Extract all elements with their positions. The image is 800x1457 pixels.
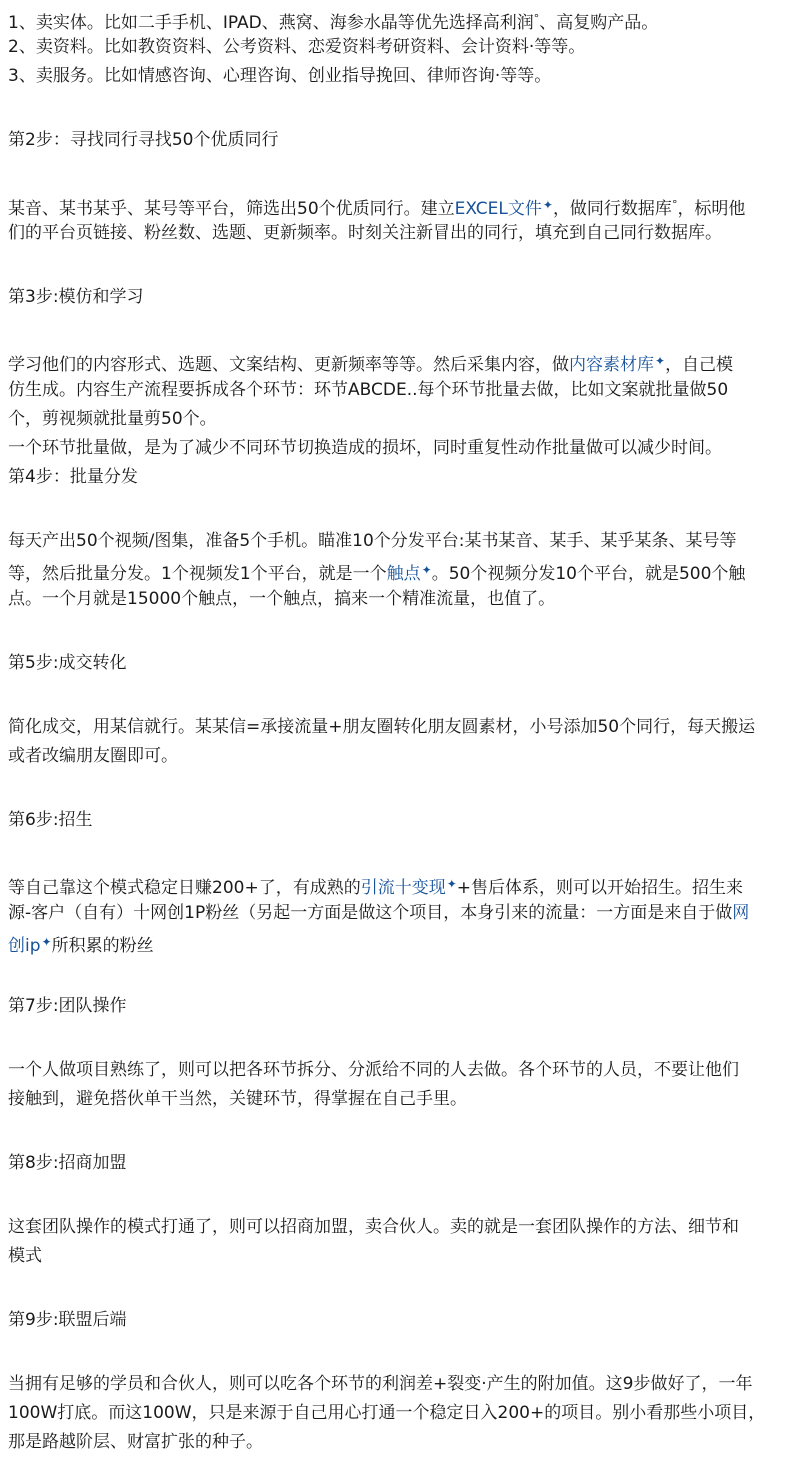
step-6-paragraph-line (8, 899, 786, 928)
step-6-paragraph-line (8, 928, 786, 957)
step-3-heading: 第3步:模仿和学习 (8, 287, 144, 307)
text: 、高复购产品。 (539, 13, 659, 33)
step-8-paragraph-line: 模式 (8, 1246, 42, 1266)
touchpoint-link[interactable]: 触点 (386, 564, 421, 584)
step-5-paragraph-line: 简化成交，用某信就行。某某信=承接流量+朋友圈转化朋友圆素材，小号添加50个同行，每天搬运 (8, 717, 756, 737)
step-7-heading: 第7步:团队操作 (8, 996, 127, 1016)
step-3-paragraph-line (8, 347, 786, 376)
intro-line-3: 3、卖服务。比如情感咨询、心理咨询、创业指导挽回、律师咨询·等等。 (8, 66, 552, 86)
step-3-paragraph-line: 个，剪视频就批量剪50个。 (8, 409, 217, 429)
step-7-paragraph-line: 接触到，避免搭伙单干当然，关键环节，得掌握在自己手里。 (8, 1089, 467, 1109)
step-8-paragraph-line: 这套团队操作的模式打通了，则可以招商加盟，卖合伙人。卖的就是一套团队操作的方法、细节和 (8, 1217, 739, 1237)
step-4-paragraph-line (8, 556, 786, 585)
sparkle-icon: ✦ (542, 198, 553, 212)
text: ，标明他 (677, 199, 746, 219)
step-4-paragraph-line: 点。一个月就是15000个触点，一个触点，搞来一个精准流量，也值了。 (8, 589, 556, 609)
step-7-paragraph-line: 一个人做项目熟练了，则可以把各环节拆分、分派给不同的人去做。各个环节的人员，不要让他们 (8, 1060, 739, 1080)
step-3-paragraph-line: 仿生成。内容生产流程要拆成各个环节：环节ABCDE..每个环节批量去做，比如文案就批量做50 (8, 380, 729, 400)
content-material-library-link[interactable]: 内容素材库 (569, 355, 654, 375)
text: 。50个视频分发10个平台，就是500个触 (431, 564, 746, 584)
text: 学习他们的内容形式、选题、文案结构、更新频率等等。然后采集内容，做 (8, 355, 569, 375)
step-8-heading: 第8步:招商加盟 (8, 1153, 127, 1173)
text: ，做同行数据库 (552, 199, 672, 219)
online-startup-ip-link[interactable]: 网 (732, 903, 750, 923)
text: 等自己靠这个模式稳定日赚200+了，有成熟的 (8, 878, 361, 898)
excel-file-link[interactable]: EXCEL文件 (454, 199, 542, 219)
intro-line-2: 2、卖资料。比如教资资料、公考资料、恋爱资料考研资料、会计资料·等等。 (8, 37, 586, 57)
step-2-paragraph-line: 们的平台页链接、粉丝数、选题、更新频率。时刻关注新冒出的同行，填充到自己同行数据库。 (8, 223, 722, 243)
step-9-paragraph-line: 当拥有足够的学员和合伙人，则可以吃各个环节的利润差+裂变·产生的附加值。这9步做好了，一年 (8, 1374, 753, 1394)
text: 某音、某书某乎、某号等平台，筛选出50个优质同行。建立 (8, 199, 455, 219)
text: 源-客户（自有）十网创1P粉丝（另起一方面是做这个项目，本身引来的流量：一方面是来自于做 (8, 903, 733, 923)
step-9-paragraph-line: 那是路越阶层、财富扩张的种子。 (8, 1432, 263, 1452)
sparkle-icon: ✦ (655, 354, 666, 368)
step-2-heading: 第2步：寻找同行寻找50个优质同行 (8, 130, 279, 150)
step-6-paragraph-line (8, 870, 786, 899)
step-2-paragraph-line (8, 190, 786, 219)
degree-mark: ° (533, 12, 540, 25)
step-6-heading: 第6步:招生 (8, 810, 93, 830)
sparkle-icon: ✦ (446, 877, 457, 891)
step-3-paragraph-line: 一个环节批量做，是为了减少不同环节切换造成的损坏，同时重复性动作批量做可以减少时间。 (8, 438, 722, 458)
step-9-heading: 第9步:联盟后端 (8, 1310, 127, 1330)
text: +售后体系，则可以开始招生。招生来 (456, 878, 744, 898)
text: 1、卖实体。比如二手手机、IPAD、燕窝、海参水晶等优先选择高利润 (8, 13, 534, 33)
step-5-paragraph-line: 或者改编朋友圈即可。 (8, 746, 178, 766)
text: 等，然后批量分发。1个视频发1个平台，就是一个 (8, 564, 387, 584)
traffic-monetization-link[interactable]: 引流十变现 (360, 878, 446, 898)
step-5-heading: 第5步:成交转化 (8, 653, 127, 673)
text: ，自己模 (665, 355, 734, 375)
step-4-heading: 第4步：批量分发 (8, 467, 138, 487)
intro-line-1 (8, 4, 786, 33)
sparkle-icon: ✦ (41, 935, 52, 949)
step-4-paragraph-line: 每天产出50个视频/图集，准备5个手机。瞄准10个分发平台:某书某音、某手、某乎某条、某号等 (8, 531, 737, 551)
sparkle-icon: ✦ (421, 563, 432, 577)
step-9-paragraph-line: 100W打底。而这100W，只是来源于自己用心打通一个稳定日入200+的项目。别小看那些小项目， (8, 1403, 766, 1423)
online-startup-ip-link[interactable]: 创ip (8, 936, 41, 956)
degree-mark: ° (671, 198, 678, 211)
text: 所积累的粉丝 (51, 936, 154, 956)
